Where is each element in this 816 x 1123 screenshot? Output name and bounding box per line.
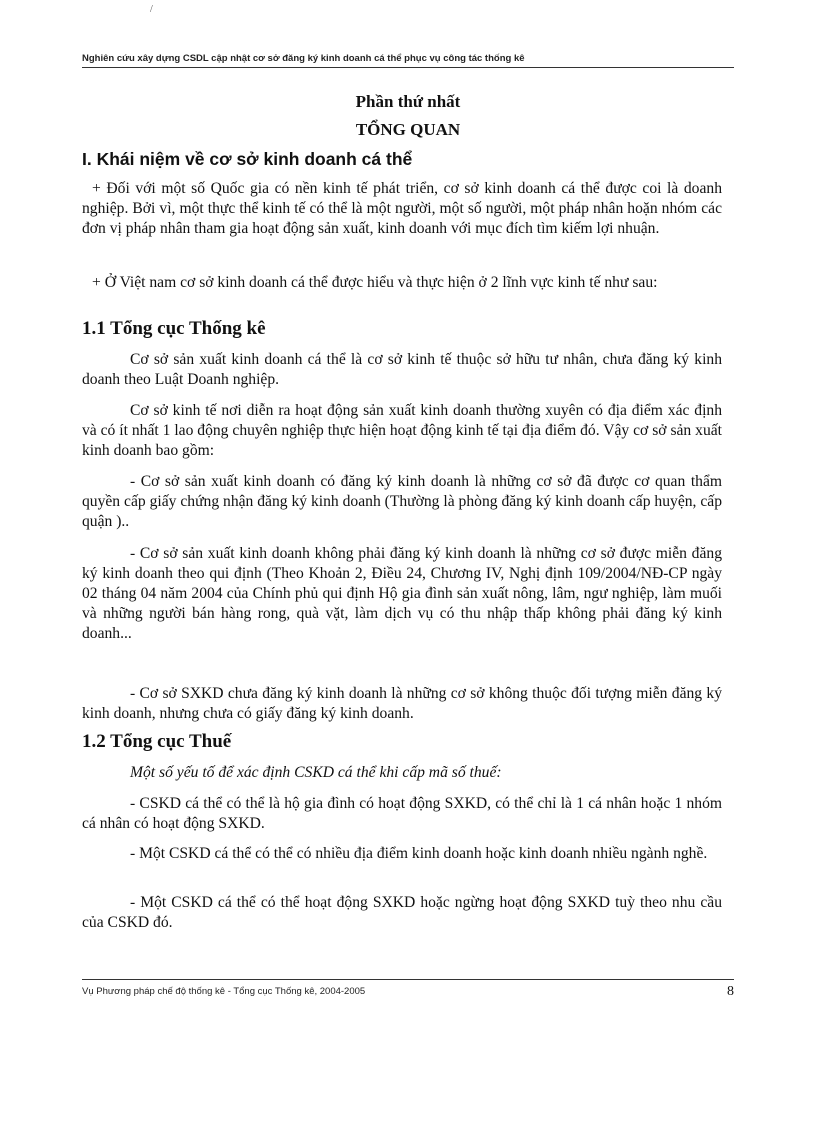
section-intro: Một số yếu tố để xác định CSKD cá thể khi cấp mã số thuế: (130, 764, 502, 781)
scan-speck: / (150, 4, 153, 15)
running-header: Nghiên cứu xây dựng CSDL cập nhật cơ sở đăng ký kinh doanh cá thể phục vụ công tác thống kê (82, 53, 525, 64)
paragraph: - Một CSKD cá thể có thể hoạt động SXKD hoặc ngừng hoạt động SXKD tuỳ theo nhu cầu của CSKD đó. (82, 894, 722, 931)
paragraph: + Đối với một số Quốc gia có nền kinh tế phát triển, cơ sở kinh doanh cá thể được coi là doanh nghiệp. Bởi vì, một thực thể kinh tế có thể là một người, một số người, một pháp nhân hoặn nhóm các đơn vị pháp nhân tham gia hoạt động sản xuất, kinh doanh với mục đích tìm kiếm lợi nhuận. (82, 180, 722, 237)
paragraph: - Cơ sở sản xuất kinh doanh có đăng ký kinh doanh là những cơ sở đã được cơ quan thẩm quyền cấp giấy chứng nhận đăng ký kinh doanh (Thường là phòng đăng ký kinh doanh cấp huyện, cấp quận ).. (82, 473, 722, 530)
part-title: TỔNG QUAN (355, 120, 461, 139)
paragraph: - Cơ sở SXKD chưa đăng ký kinh doanh là những cơ sở không thuộc đối tượng miễn đăng ký kinh doanh, nhưng chưa có giấy đăng ký kinh doanh. (82, 685, 722, 722)
page-number: 8 (727, 984, 734, 999)
paragraph: - CSKD cá thể có thể là hộ gia đình có hoạt động SXKD, có thể chỉ là 1 cá nhân hoặc 1 nhóm cá nhân có hoạt động SXKD. (82, 795, 722, 832)
section-heading-1-1: 1.1 Tổng cục Thống kê (82, 318, 266, 339)
paragraph: + Ở Việt nam cơ sở kinh doanh cá thể được hiểu và thực hiện ở 2 lĩnh vực kinh tế như sau: (92, 274, 658, 291)
footer-source: Vụ Phương pháp chế độ thống kê - Tổng cục Thống kê, 2004-2005 (82, 986, 366, 997)
paragraph: - Một CSKD cá thể có thể có nhiều địa điểm kinh doanh hoặc kinh doanh nhiều ngành nghề. (130, 845, 708, 862)
section-heading-1: I. Khái niệm về cơ sở kinh doanh cá thể (82, 149, 413, 169)
section-heading-1-2: 1.2 Tổng cục Thuế (82, 731, 232, 752)
footer-divider (82, 979, 734, 980)
header-divider (82, 67, 734, 68)
paragraph: Cơ sở sản xuất kinh doanh cá thể là cơ sở kinh tế thuộc sở hữu tư nhân, chưa đăng ký kinh doanh theo Luật Doanh nghiệp. (82, 351, 722, 388)
paragraph: Cơ sở kinh tế nơi diễn ra hoạt động sản xuất kinh doanh thường xuyên có địa điểm xác định và có ít nhất 1 lao động chuyên nghiệp thực hiện hoạt động kinh tế tại địa điểm đó. Vậy cơ sở sản xuất kinh doanh bao gồm: (82, 402, 722, 459)
paragraph: - Cơ sở sản xuất kinh doanh không phải đăng ký kinh doanh là những cơ sở được miễn đăng ký kinh doanh theo qui định (Theo Khoản 2, Điều 24, Chương IV, Nghị định 109/2004/NĐ-CP ngày 02 tháng 04 năm 2004 của Chính phủ qui định Hộ gia đình sản xuất nông, lâm, ngư nghiệp, làm muối và những người bán hàng rong, quà vặt, làm dịch vụ có thu nhập thấp không phải đăng ký kinh doanh... (82, 545, 722, 642)
part-label: Phần thứ nhất (355, 92, 461, 111)
